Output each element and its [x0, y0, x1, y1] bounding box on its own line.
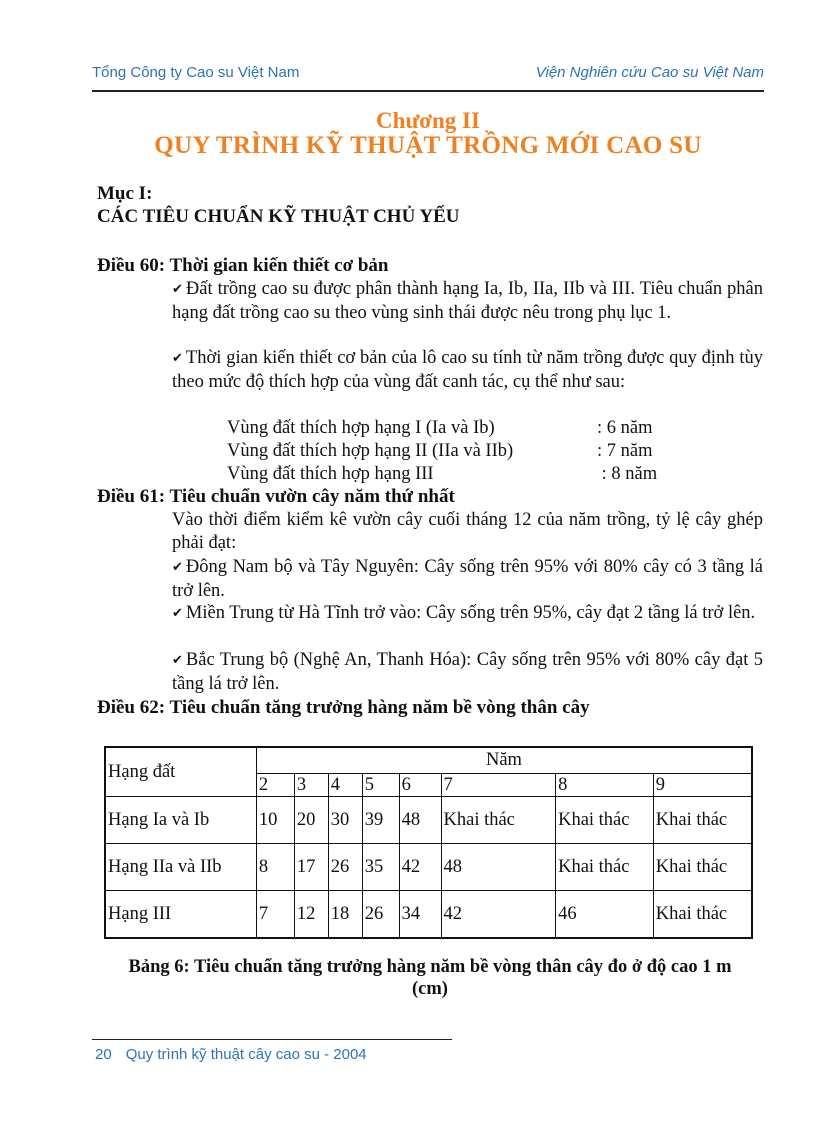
table-year: 4	[328, 774, 362, 797]
header-institute: Viện Nghiên cứu Cao su Việt Nam	[535, 64, 764, 81]
table-cell: 7	[256, 891, 294, 939]
table-cell: 39	[362, 797, 399, 844]
table-row	[105, 797, 752, 844]
section-title: CÁC TIÊU CHUẨN KỸ THUẬT CHỦ YẾU	[97, 206, 460, 227]
table-cell: 34	[399, 891, 441, 939]
article-60-paragraph-1: ✔ Đất trồng cao su được phân thành hạng Ia, Ib, IIa, IIb và III. Tiêu chuẩn phân hạng đất trồng cao su theo vùng sinh thái được nêu trong phụ lục 1.	[172, 279, 763, 323]
zone-label: Vùng đất thích hợp hạng II (IIa và IIb)	[227, 441, 514, 461]
table-cell: 10	[256, 797, 294, 844]
header-organization: Tổng Công ty Cao su Việt Nam	[92, 64, 300, 81]
table-cell: 17	[294, 844, 328, 891]
table-year-header: Năm	[256, 747, 752, 774]
table-row	[105, 891, 752, 939]
table-year: 2	[256, 774, 294, 797]
table-header-row	[105, 747, 752, 774]
table-cell: 42	[441, 891, 556, 939]
article-61-bullet-2: ✔ Miền Trung từ Hà Tĩnh trở vào: Cây sống trên 95%, cây đạt 2 tầng lá trở lên.	[172, 603, 756, 623]
table-cell: Khai thác	[653, 797, 752, 844]
table-cell: 20	[294, 797, 328, 844]
checkmark-icon: ✔	[172, 351, 183, 366]
table-year: 8	[556, 774, 654, 797]
table-year: 5	[362, 774, 399, 797]
table-cell: 42	[399, 844, 441, 891]
article-61-bullet-3: ✔ Bắc Trung bộ (Nghệ An, Thanh Hóa): Cây sống trên 95% với 80% cây đạt 5 tầng lá trở lên.	[172, 650, 763, 694]
checkmark-icon: ✔	[172, 560, 183, 575]
table-cell: Khai thác	[653, 844, 752, 891]
table-cell: 35	[362, 844, 399, 891]
article-62-heading: Điều 62: Tiêu chuẩn tăng trưởng hàng năm bề vòng thân cây	[97, 697, 590, 718]
table-cell: 26	[328, 844, 362, 891]
table-year: 9	[653, 774, 752, 797]
page-header	[92, 64, 764, 92]
page-number: 20	[95, 1046, 112, 1063]
section-label: Mục I:	[97, 183, 153, 204]
table-cell: Khai thác	[556, 797, 654, 844]
article-61-heading: Điều 61: Tiêu chuẩn vườn cây năm thứ nhất	[97, 486, 455, 507]
table-col-header-land-class: Hạng đất	[105, 747, 256, 797]
table-cell: 48	[399, 797, 441, 844]
table-cell: 26	[362, 891, 399, 939]
zone-value: : 6 năm	[597, 418, 653, 438]
table-row-label: Hạng III	[105, 891, 256, 939]
chapter-number: Chương II	[376, 108, 480, 133]
growth-table	[104, 746, 753, 939]
zone-row	[227, 440, 653, 463]
footer-divider	[92, 1039, 452, 1040]
article-60-paragraph-2: ✔ Thời gian kiến thiết cơ bản của lô cao su tính từ năm trồng được quy định tùy theo mức độ thích hợp của vùng đất canh tác, cụ thể như sau:	[172, 348, 763, 392]
table-cell: 12	[294, 891, 328, 939]
zone-row	[227, 463, 657, 486]
table-cell: 48	[441, 844, 556, 891]
checkmark-icon: ✔	[172, 653, 183, 668]
table-row	[105, 844, 752, 891]
table-cell: Khai thác	[653, 891, 752, 939]
table-year: 7	[441, 774, 556, 797]
table-year: 3	[294, 774, 328, 797]
article-60-heading: Điều 60: Thời gian kiến thiết cơ bản	[97, 255, 389, 276]
page-footer	[95, 1046, 367, 1063]
table-year: 6	[399, 774, 441, 797]
table-cell: 46	[556, 891, 654, 939]
table-cell: 8	[256, 844, 294, 891]
table-cell: Khai thác	[441, 797, 556, 844]
zone-value: : 8 năm	[597, 464, 658, 484]
table-caption: Bảng 6: Tiêu chuẩn tăng trưởng hàng năm bề vòng thân cây đo ở độ cao 1 m (cm)	[128, 957, 732, 999]
footer-title: Quy trình kỹ thuật cây cao su - 2004	[125, 1046, 367, 1063]
table-row-label: Hạng Ia và Ib	[105, 797, 256, 844]
table-row-label: Hạng IIa và IIb	[105, 844, 256, 891]
checkmark-icon: ✔	[172, 606, 183, 621]
zone-label: Vùng đất thích hợp hạng I (Ia và Ib)	[227, 418, 495, 438]
chapter-title: QUY TRÌNH KỸ THUẬT TRỒNG MỚI CAO SU	[154, 132, 702, 159]
zone-label: Vùng đất thích hợp hạng III	[227, 464, 434, 484]
article-61-bullet-1: ✔ Đông Nam bộ và Tây Nguyên: Cây sống trên 95% với 80% cây có 3 tầng lá trở lên.	[172, 557, 763, 601]
checkmark-icon: ✔	[172, 282, 183, 297]
table-cell: 30	[328, 797, 362, 844]
zone-value: : 7 năm	[597, 441, 653, 461]
table-cell: Khai thác	[556, 844, 654, 891]
article-61-intro: Vào thời điểm kiểm kê vườn cây cuối tháng 12 của năm trồng, tỷ lệ cây ghép phải đạt:	[172, 510, 763, 553]
zone-row	[227, 417, 653, 440]
table-cell: 18	[328, 891, 362, 939]
